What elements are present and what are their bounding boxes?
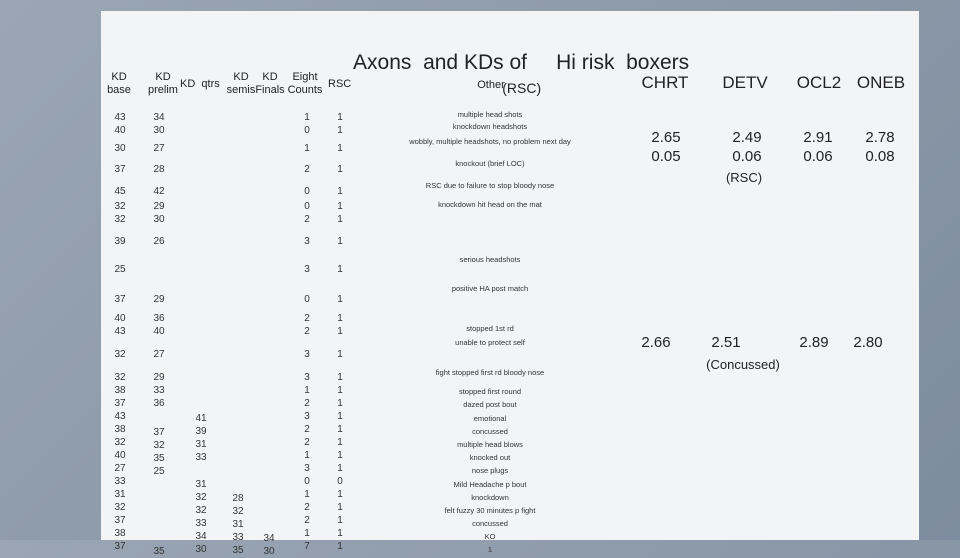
header-kd-qtrs: KD qtrs: [180, 78, 220, 90]
other-note: multiple head shots: [457, 110, 523, 119]
kd-base-value: 37: [114, 294, 126, 305]
other-note: RSC due to failure to stop bloody nose: [425, 181, 555, 190]
rsc-value: 1: [337, 186, 343, 197]
score-detv-concussed: 2.51: [711, 334, 741, 351]
eight-counts-value: 0 2: [304, 201, 310, 225]
kd-prelim-value: 37 32 35 25: [153, 427, 165, 477]
score-header-detv: DETV: [722, 73, 768, 92]
other-note: 1: [487, 545, 493, 554]
kd-base-value: 25: [114, 264, 126, 275]
other-note: wobbly, multiple headshots, no problem next day: [409, 137, 571, 146]
rsc-value: 1 1: [337, 112, 343, 136]
other-note: unable to protect self: [455, 338, 525, 347]
kd-base-value: 32 38 37 43 38 32 40 27 33 31 32 37 38 37: [114, 372, 126, 552]
score-note-rsc: (RSC): [725, 170, 763, 185]
score-oneb-concussed: 2.80: [853, 334, 883, 351]
kd-qtrs-value: 41 39 31 33: [195, 413, 207, 463]
kd-finals-value: 34 30: [263, 533, 275, 557]
kd-base-value: 32 32: [114, 201, 126, 225]
other-note: felt fuzzy 30 minutes p fight: [444, 506, 536, 515]
other-note: fight stopped first rd bloody nose: [435, 368, 545, 377]
other-note: nose plugs: [471, 466, 509, 475]
other-note: stopped 1st rd: [466, 324, 514, 333]
eight-counts-value: 1 0: [304, 112, 310, 136]
kd-base-value: 37: [114, 164, 126, 175]
other-note: dazed post bout: [463, 400, 517, 409]
slide: [101, 11, 919, 557]
kd-base-value: 43 40: [114, 112, 126, 136]
other-note: emotional: [473, 414, 507, 423]
kd-prelim-value: 27: [153, 143, 165, 154]
kd-base-value: 45: [114, 186, 126, 197]
score-oneb-rsc: 2.78 0.08: [865, 129, 895, 165]
rsc-value: 1: [337, 294, 343, 305]
header-kd-base: KD base: [107, 71, 131, 96]
header-eight-counts: Eight Counts: [287, 71, 323, 96]
header-other: Other: [477, 79, 505, 91]
kd-base-value: 30: [114, 143, 126, 154]
eight-counts-value: 1: [304, 143, 310, 154]
other-note: concussed: [472, 519, 508, 528]
rsc-value: 1: [337, 349, 343, 360]
other-note: knocked out: [469, 453, 511, 462]
kd-prelim-value: 36 40: [153, 313, 165, 337]
score-header-chrt: CHRT: [641, 73, 689, 92]
eight-counts-value: 3: [304, 236, 310, 247]
header-kd-prelim: KD prelim: [148, 71, 178, 96]
header-rsc: RSC: [328, 78, 352, 90]
other-note: Mild Headache p bout: [453, 480, 527, 489]
score-note-concussed: (Concussed): [706, 357, 780, 372]
score-header-oneb: ONEB: [856, 73, 906, 92]
rsc-value: 1: [337, 164, 343, 175]
other-note: serious headshots: [459, 255, 521, 264]
score-detv-rsc: 2.49 0.06: [732, 129, 762, 165]
eight-counts-value: 2 2: [304, 313, 310, 337]
kd-prelim-value: 29: [153, 294, 165, 305]
kd-prelim-value: 35: [153, 546, 165, 557]
other-note: positive HA post match: [451, 284, 529, 293]
title-main: Axons and KDs of Hi risk boxers: [353, 51, 690, 74]
score-ocl2-concussed: 2.89: [799, 334, 829, 351]
kd-prelim-value: 26: [153, 236, 165, 247]
eight-counts-value: 2: [304, 164, 310, 175]
other-note: knockdown: [471, 493, 509, 502]
score-header-ocl2: OCL2: [796, 73, 842, 92]
other-note: concussed: [472, 427, 508, 436]
kd-qtrs-value: 31 32 32 33 34 30: [195, 479, 207, 555]
other-note: knockdown headshots: [452, 122, 528, 131]
other-note: multiple head blows: [457, 440, 523, 449]
rsc-value: 1 1: [337, 201, 343, 225]
kd-prelim-value: 34 30: [153, 112, 165, 136]
score-ocl2-rsc: 2.91 0.06: [803, 129, 833, 165]
score-chrt-concussed: 2.66: [641, 334, 671, 351]
kd-prelim-value: 27: [153, 349, 165, 360]
kd-base-value: 40 43: [114, 313, 126, 337]
eight-counts-value: 3: [304, 264, 310, 275]
rsc-value: 1: [337, 143, 343, 154]
other-note: knockout (brief LOC): [455, 159, 525, 168]
title-sub: (RSC): [502, 80, 542, 96]
eight-counts-value: 0: [304, 294, 310, 305]
rsc-value: 1 1 1 1 1 1 1 1 0 1 1 1 1 1: [337, 372, 343, 552]
kd-prelim-value: 29 30: [153, 201, 165, 225]
header-kd-semis: KD semis: [226, 71, 256, 96]
eight-counts-value: 0: [304, 186, 310, 197]
kd-prelim-value: 28: [153, 164, 165, 175]
kd-semis-value: 28 32 31 33 35: [232, 493, 244, 556]
kd-base-value: 32: [114, 349, 126, 360]
kd-prelim-value: 42: [153, 186, 165, 197]
eight-counts-value: 3: [304, 349, 310, 360]
eight-counts-value: 3 1 2 3 2 2 1 3 0 1 2 2 1 7: [304, 372, 310, 552]
score-chrt-rsc: 2.65 0.05: [651, 129, 681, 165]
rsc-value: 1 1: [337, 313, 343, 337]
other-note: stopped first round: [458, 387, 522, 396]
other-note: knockdown hit head on the mat: [438, 200, 542, 209]
kd-base-value: 39: [114, 236, 126, 247]
other-note: KO: [484, 532, 496, 541]
kd-prelim-value: 29 33 36: [153, 372, 165, 409]
rsc-value: 1: [337, 264, 343, 275]
header-kd-finals: KD Finals: [255, 71, 285, 96]
rsc-value: 1: [337, 236, 343, 247]
